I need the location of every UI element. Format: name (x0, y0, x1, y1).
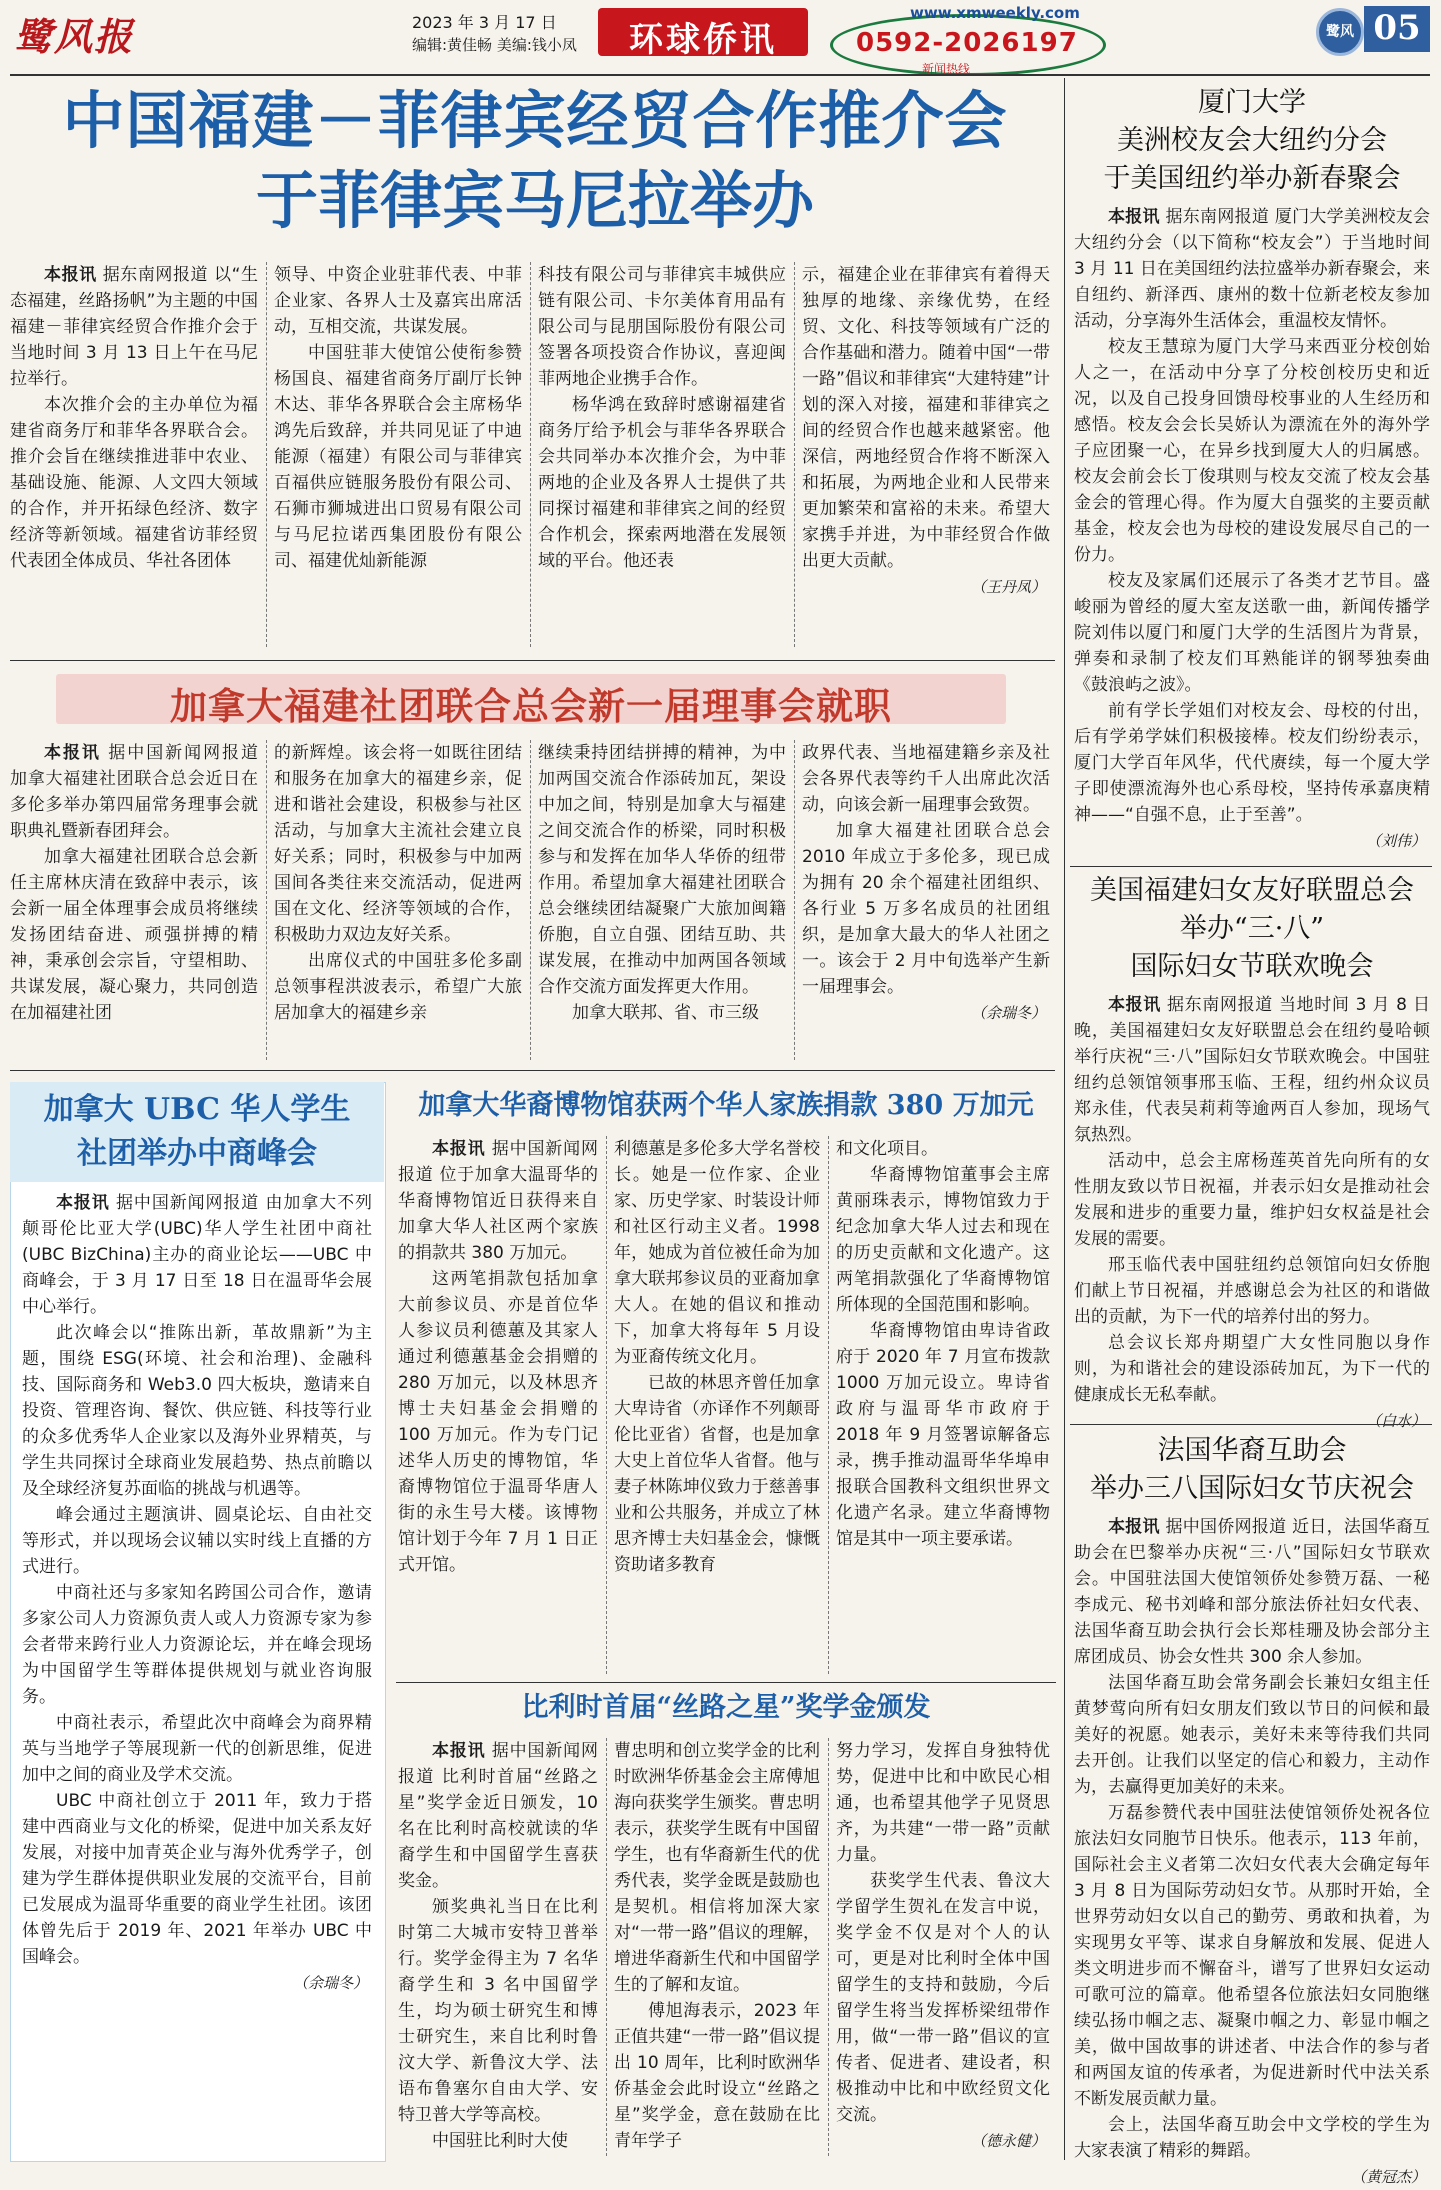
france-body (1074, 1514, 1431, 2186)
ubc-p6: UBC 中商社创立于 2011 年，致力于搭建中西商业与文化的桥梁，促进中加关系友好发展，对接中加青英企业与海外优秀学子，创建为学生群体提供职业发展的交流平台，目前已发展成为温哥华重要的商业学生社团。该团体曾先后于 2019 年、2021 年举办 UBC 中国峰会。 (22, 1791, 372, 1967)
hotline-number: 0592-2026197 (856, 28, 1078, 58)
ubc-p1: 据中国新闻网报道 由加拿大不列颠哥伦比亚大学(UBC)华人学生社团中商社(UBC BizChina)主办的商业论坛——UBC 中商峰会，于 3 月 17 日至 18 日在温哥华会展中心举行。 (22, 1193, 373, 1317)
main-article-col3 (538, 262, 786, 650)
col-divider (794, 740, 795, 1060)
museum-col1 (398, 1136, 598, 1676)
main-headline-line1: 中国福建－菲律宾经贸合作推介会 (62, 84, 1008, 157)
page-badge-label: 鹭风 (1326, 24, 1354, 40)
editors-line: 编辑:黄佳畅 美编:钱小凤 (412, 36, 577, 54)
ubc-p4: 中商社还与多家知名跨国公司合作，邀请多家公司人力资源负责人或人力资源专家为参会者带来跨行业人力资源论坛，并在峰会现场为中国留学生等群体提供规划与就业咨询服务。 (22, 1583, 372, 1707)
col-divider (606, 1738, 607, 2156)
col-divider (828, 1136, 829, 1674)
belgium-col3 (836, 1738, 1050, 2158)
belgium-col1 (398, 1738, 598, 2158)
section-rule (10, 1070, 1055, 1071)
canada-col1b-text: 加拿大福建社团联合总会新任主席林庆清在致辞中表示，该会新一届全体理事会成员将继续发扬团结奋进、顽强拼搏的精神，秉承创会宗旨，守望相助、共谋发展，凝心聚力，共同创造在加福建社团 (10, 847, 258, 1023)
main-article-col2 (274, 262, 522, 650)
women-us-body (1074, 992, 1431, 1430)
lead-tag: 本报讯 (44, 743, 101, 763)
belgium-col3-text: 努力学习，发挥自身独特优势，促进中比和中欧民心相通，也希望其他学子见贤思齐，为共建“一带一路”贡献力量。 (836, 1741, 1050, 1865)
section-banner (598, 8, 808, 60)
women-us-p2: 活动中，总会主席杨莲英首先向所有的女性朋友致以节日祝福，并表示妇女是推动社会发展和进步的重要力量，维护妇女权益是社会发展的需要。 (1074, 1151, 1430, 1249)
ubc-p3: 峰会通过主题演讲、圆桌论坛、自由社交等形式，并以现场会议辅以实时线上直播的方式进行。 (22, 1505, 372, 1577)
women-us-headline-line2: 举办“三·八” (1179, 913, 1325, 944)
main-article-col4 (802, 262, 1050, 650)
france-p3: 万磊参赞代表中国驻法使馆领侨处祝各位旅法妇女同胞节日快乐。他表示，113 年前，国际社会主义者第二次妇女代表大会确定每年 3 月 8 日为国际劳动妇女节。从那时开始，全世界劳动妇女以自己的勤劳、勇敢和执着，为实现男女平等、谋求自身解放和发展、促进人类文明进步而不懈奋斗，谱写了世界妇女运动可歌可泣的篇章。他希望各位旅法妇女同胞继续弘扬巾帼之志、凝聚巾帼之力、彰显巾帼之美，做中国故事的讲述者、中法合作的参与者和两国友谊的传承者，为促进新时代中法关系不断发展贡献力量。 (1074, 1803, 1430, 2109)
issue-date: 2023 年 3 月 17 日 (412, 13, 557, 32)
canada-col3-text: 继续秉持团结拼搏的精神，为中加两国交流合作添砖加瓦，架设中加之间，特别是加拿大与福建之间交流合作的桥梁，同时积极参与和发挥在加华人华侨的纽带作用。希望加拿大福建社团联合总会继续团结凝聚广大旅加闽籍侨胞，自立自强、团结互助、共谋发展，在推动中加两国各领域合作交流方面发挥更大作用。 (538, 743, 786, 997)
byline: （王丹凤） (970, 578, 1046, 596)
france-p2: 法国华裔互助会常务副会长兼妇女组主任黄梦莺向所有妇女朋友们致以节日的问候和最美好的祝愿。她表示，美好未来等待我们共同去开创。让我们以坚定的信心和毅力，主动作为，去赢得更加美好的未来。 (1074, 1673, 1430, 1797)
canada-col4-text: 政界代表、当地福建籍乡亲及社会各界代表等约千人出席此次活动，向该会新一届理事会致贺。 (802, 743, 1050, 815)
canada-col2-text: 的新辉煌。该会将一如既往团结和服务在加拿大的福建乡亲，促进和谐社会建设，积极参与社区活动，与加拿大主流社会建立良好关系；同时，积极参与中加两国间各类往来交流活动，促进两国在文化、经济等领域的合作，积极助力双边友好关系。 (274, 743, 522, 945)
museum-col3-text: 和文化项目。 (836, 1139, 938, 1159)
xmu-headline-line2: 美洲校友会大纽约分会 (1117, 125, 1387, 156)
byline: （黄冠杰） (1350, 2168, 1426, 2186)
page-number-box (1364, 6, 1430, 52)
masthead-rule (10, 74, 1430, 76)
col-divider (828, 1738, 829, 2156)
hotline-label: 新闻热线 (922, 62, 971, 76)
canada-col2b-text: 出席仪式的中国驻多伦多副总领事程洪波表示，希望广大旅居加拿大的福建乡亲 (274, 951, 522, 1023)
byline: （余瑞冬） (292, 1974, 368, 1992)
byline: （德永健） (970, 2132, 1046, 2150)
byline: （余瑞冬） (970, 1004, 1046, 1022)
main-col3b-text: 杨华鸿在致辞时感谢福建省商务厅给予机会与菲华各界联合会共同举办本次推介会，为中菲两地的企业及各界人士提供了共同探讨福建和菲律宾之间的经贸合作机会，探索两地潜在发展领域的平台。他还表 (538, 395, 786, 571)
xmu-p2: 校友王慧琼为厦门大学马来西亚分校创始人之一，在活动中分享了分校创校历史和近况，以及自己投身回馈母校事业的人生经历和感悟。校友会会长吴娇认为漂流在外的海外学子应团聚一心，在异乡找到厦大人的归属感。校友会前会长丁俊琪则与校友交流了校友会基金会的管理心得。作为厦大自强奖的主要贡献基金，校友会也为母校的建设发展尽自己的一份力。 (1074, 337, 1430, 565)
right-column-rule (1064, 78, 1065, 2160)
women-us-p3: 邢玉临代表中国驻纽约总领馆向妇女侨胞们献上节日祝福，并感谢总会为社区的和谐做出的贡献，为下一代的培养付出的努力。 (1074, 1255, 1430, 1327)
lead-tag: 本报讯 (432, 1139, 486, 1159)
canada-col3b-text: 加拿大联邦、省、市三级 (572, 1003, 759, 1023)
lead-tag: 本报讯 (56, 1193, 110, 1213)
lead-tag: 本报讯 (432, 1741, 486, 1761)
xmu-p1: 据东南网报道 厦门大学美洲校友会大纽约分会（以下简称“校友会”）于当地时间 3 月 11 日在美国纽约法拉盛举办新春聚会，来自纽约、新泽西、康州的数十位新老校友参加活动，分享海外生活体会，重温校友情怀。 (1074, 207, 1431, 331)
lead-tag: 本报讯 (44, 265, 97, 285)
section-rule (396, 1682, 1056, 1683)
canada-col2 (274, 740, 522, 1062)
women-us-headline-line1: 美国福建妇女友好联盟总会 (1090, 875, 1414, 906)
main-col3-text: 科技有限公司与菲律宾丰城供应链有限公司、卡尔美体育用品有限公司与昆朋国际股份有限公司签署各项投资合作协议，喜迎闽菲两地企业携手合作。 (538, 265, 786, 389)
website-link[interactable]: www.xmweekly.com (910, 4, 1080, 22)
canada-col1 (10, 740, 258, 1062)
belgium-headline: 比利时首届“丝路之星”奖学金颁发 (521, 1692, 931, 1723)
ubc-headline-line2: 社团举办中商峰会 (77, 1136, 317, 1171)
belgium-col2-text: 曹忠明和创立奖学金的比利时欧洲华侨基金会主席傅旭海向获奖学生颁奖。曹忠明表示，获奖学生既有中国留学生，也有华裔新生代的优秀代表，奖学金既是鼓励也是契机。相信将加深大家对“一带一路”倡议的理解，增进华裔新生代和中国留学生的了解和友谊。 (614, 1741, 820, 1995)
ubc-body (22, 1190, 372, 2156)
france-p4: 会上，法国华裔互助会中文学校的学生为大家表演了精彩的舞蹈。 (1074, 2115, 1430, 2161)
ubc-title-box (10, 1082, 384, 1182)
masthead (0, 0, 1441, 76)
col-divider (530, 262, 531, 647)
main-col1b-text: 本次推介会的主办单位为福建省商务厅和菲华各界联合会。推介会旨在继续推进菲中农业、基础设施、能源、人文四大领域的合作，并开拓绿色经济、数字经济等新领域。福建省访菲经贸代表团全体成员、华社各团体 (10, 395, 258, 571)
canada-col1-text: 据中国新闻网报道 加拿大福建社团联合总会近日在多伦多举办第四届常务理事会就职典礼暨新春团拜会。 (10, 743, 259, 841)
museum-col2b-text: 已故的林思齐曾任加拿大卑诗省（亦译作不列颠哥伦比亚省）省督，也是加拿大史上首位华人省督。他与妻子林陈坤仪致力于慈善事业和公共服务，并成立了林思齐博士夫妇基金会，慷慨资助诸多教育 (614, 1373, 820, 1575)
museum-col3c-text: 华裔博物馆由卑诗省政府于 2020 年 7 月宣布拨款 1000 万加元设立。卑诗省政府与温哥华市政府于 2018 年 9 月签署谅解备忘录，携手推动温哥华华埠申报联合国教科文组织世界文化遗产名录。建立华裔博物馆是其中一项主要承诺。 (836, 1321, 1050, 1549)
belgium-col2b-text: 傅旭海表示，2023 年正值共建“一带一路”倡议提出 10 周年，比利时欧洲华侨基金会此时设立“丝路之星”奖学金，意在鼓励在比青年学子 (614, 2001, 820, 2151)
byline: （白水） (1365, 1412, 1426, 1430)
museum-col2-text: 利德蕙是多伦多大学名誉校长。她是一位作家、企业家、历史学家、时装设计师和社区行动主义者。1998 年，她成为首位被任命为加拿大联邦参议员的亚裔加拿大人。在她的倡议和推动下，加拿大将每年 5 月设为亚裔传统文化月。 (614, 1139, 820, 1367)
canada-banner (56, 674, 1006, 728)
museum-col1-text: 据中国新闻网报道 位于加拿大温哥华的华裔博物馆近日获得来自加拿大华人社区两个家族的捐款共 380 万加元。 (398, 1139, 598, 1263)
byline: （刘伟） (1365, 832, 1426, 850)
canada-col4b-text: 加拿大福建社团联合总会 2010 年成立于多伦多，现已成为拥有 20 余个福建社团组织、各行业 5 万多名成员的社团组织，是加拿大最大的华人社团之一。该会于 2 月中旬选举产生新一届理事会。 (802, 821, 1050, 997)
xmu-body (1074, 204, 1430, 860)
col-divider (530, 740, 531, 1060)
belgium-col2 (614, 1738, 820, 2158)
museum-col2 (614, 1136, 820, 1676)
page-badge (1316, 8, 1364, 56)
ubc-headline-line1: 加拿大 UBC 华人学生 (43, 1092, 351, 1127)
main-col2b-text: 中国驻菲大使馆公使衔参赞杨国良、福建省商务厅副厅长钟木达、菲华各界联合会主席杨华鸿先后致辞，并共同见证了中迪能源（福建）有限公司与菲律宾百福供应链服务股份有限公司、石狮市狮城进出口贸易有限公司与马尼拉诺西集团股份有限公司、福建优灿新能源 (274, 343, 522, 571)
lead-tag: 本报讯 (1108, 995, 1161, 1015)
museum-col1b-text: 这两笔捐款包括加拿大前参议员、亦是首位华人参议员利德蕙及其家人通过利德蕙基金会捐赠的 280 万加元，以及林思齐博士夫妇基金会捐赠的 100 万加元。作为专门记述华人历史的博物馆，华裔博物馆位于温哥华唐人街的永生号大楼。该博物馆计划于今年 7 月 1 日正式开馆。 (398, 1269, 598, 1575)
museum-headline: 加拿大华裔博物馆获两个华人家族捐款 380 万加元 (418, 1090, 1034, 1121)
france-headline-line1: 法国华裔互助会 (1157, 1435, 1347, 1466)
lead-tag: 本报讯 (1108, 1517, 1160, 1537)
lead-tag: 本报讯 (1108, 207, 1160, 227)
france-headline-line2: 举办三八国际妇女节庆祝会 (1090, 1473, 1414, 1504)
main-col1-text: 据东南网报道 以“生态福建，丝路扬帆”为主题的中国福建－菲律宾经贸合作推介会于当地时间 3 月 13 日上午在马尼拉举行。 (10, 265, 259, 389)
canada-headline: 加拿大福建社团联合总会新一届理事会就职 (170, 684, 892, 728)
xmu-headline-line1: 厦门大学 (1198, 87, 1306, 118)
ubc-p2: 此次峰会以“推陈出新，革故鼎新”为主题，围绕 ESG(环境、社会和治理)、金融科技、国际商务和 Web3.0 四大板块，邀请来自投资、管理咨询、餐饮、供应链、科技等行业的众多优秀华人企业家以及海外业界精英，与学生共同探讨全球商业发展趋势、热点前瞻以及全球经济复苏面临的挑战与机遇等。 (22, 1323, 372, 1499)
xmu-p4: 前有学长学姐们对校友会、母校的付出，后有学弟学妹们积极接棒。校友们纷纷表示，厦门大学百年风华，代代赓续，每一个厦大学子即使漂流海外也心系母校，坚持传承嘉庚精神——“自强不息，止于至善”。 (1074, 701, 1430, 825)
ubc-p5: 中商社表示，希望此次中商峰会为商界精英与当地学子等展现新一代的创新思维，促进加中之间的商业及学术交流。 (22, 1713, 372, 1785)
col-divider (794, 262, 795, 647)
col-divider (266, 740, 267, 1060)
france-p1: 据中国侨网报道 近日，法国华裔互助会在巴黎举办庆祝“三·八”国际妇女节联欢会。中国驻法国大使馆领侨处参赞万磊、一秘李成元、秘书刘峰和部分旅法侨社妇女代表、法国华裔互助会执行会长郑桂珊及协会部分主席团成员、协会女性共 300 余人参加。 (1074, 1517, 1431, 1667)
belgium-col1c-text: 中国驻比利时大使 (432, 2131, 568, 2151)
belgium-col1b-text: 颁奖典礼当日在比利时第二大城市安特卫普举行。奖学金得主为 7 名华裔学生和 3 名中国留学生，均为硕士研究生和博士研究生，来自比利时鲁汶大学、新鲁汶大学、法语布鲁塞尔自由大学、安特卫普大学等高校。 (398, 1897, 598, 2125)
women-us-p1: 据东南网报道 当地时间 3 月 8 日晚，美国福建妇女友好联盟总会在纽约曼哈顿举行庆祝“三·八”国际妇女节联欢晚会。中国驻纽约总领馆领事邢玉临、王程，纽约州众议员郑永佳，代表吴莉莉等逾两百人参加，现场气氛热烈。 (1074, 995, 1431, 1145)
xmu-headline-line3: 于美国纽约举办新春聚会 (1103, 163, 1401, 194)
col-divider (606, 1136, 607, 1674)
paper-logo: 鹭风报 (14, 14, 135, 59)
women-us-p4: 总会议长郑舟期望广大女性同胞以身作则，为和谐社会的建设添砖加瓦，为下一代的健康成长无私奉献。 (1074, 1333, 1430, 1405)
museum-col3b-text: 华裔博物馆董事会主席黄丽珠表示，博物馆致力于纪念加拿大华人过去和现在的历史贡献和文化遗产。这两笔捐款强化了华裔博物馆所体现的全国范围和影响。 (836, 1165, 1050, 1315)
section-rule (1070, 866, 1432, 867)
main-col4-text: 示，福建企业在菲律宾有着得天独厚的地缘、亲缘优势，在经贸、文化、科技等领域有广泛的合作基础和潜力。随着中国“一带一路”倡议和菲律宾“大建特建”计划的深入对接，福建和菲律宾之间的经贸合作也越来越紧密。他深信，两地经贸合作将不断深入和拓展，为两地企业和人民带来更加繁荣和富裕的未来。希望大家携手并进，为中菲经贸合作做出更大贡献。 (802, 265, 1050, 571)
canada-col4 (802, 740, 1050, 1062)
belgium-col3b-text: 获奖学生代表、鲁汶大学留学生贺礼在发言中说，奖学金不仅是对个人的认可，更是对比利时全体中国留学生的支持和鼓励，今后留学生将当发挥桥梁纽带作用，做“一带一路”倡议的宣传者、促进者、建设者，积极推动中比和中欧经贸文化交流。 (836, 1871, 1050, 2125)
col-divider (266, 262, 267, 647)
section-rule (10, 660, 1055, 661)
section-rule (1070, 1424, 1432, 1425)
xmu-p3: 校友及家属们还展示了各类才艺节目。盛峻丽为曾经的厦大室友送歌一曲，新闻传播学院刘伟以厦门和厦门大学的生活图片为背景，弹奏和录制了校友们耳熟能详的钢琴独奏曲《鼓浪屿之波》。 (1074, 571, 1430, 695)
canada-col3 (538, 740, 786, 1062)
main-headline-line2: 于菲律宾马尼拉举办 (255, 164, 814, 237)
museum-col3 (836, 1136, 1050, 1676)
main-article-col1 (10, 262, 258, 650)
page-number: 05 (1373, 8, 1421, 48)
belgium-col1-text: 据中国新闻网报道 比利时首届“丝路之星”奖学金近日颁发，10 名在比利时高校就读的华裔学生和中国留学生喜获奖金。 (398, 1741, 598, 1891)
section-title: 环球侨讯 (629, 20, 777, 60)
main-col2-text: 领导、中资企业驻菲代表、中菲企业家、各界人士及嘉宾出席活动，互相交流，共谋发展。 (274, 265, 522, 337)
women-us-headline-line3: 国际妇女节联欢晚会 (1130, 951, 1374, 982)
